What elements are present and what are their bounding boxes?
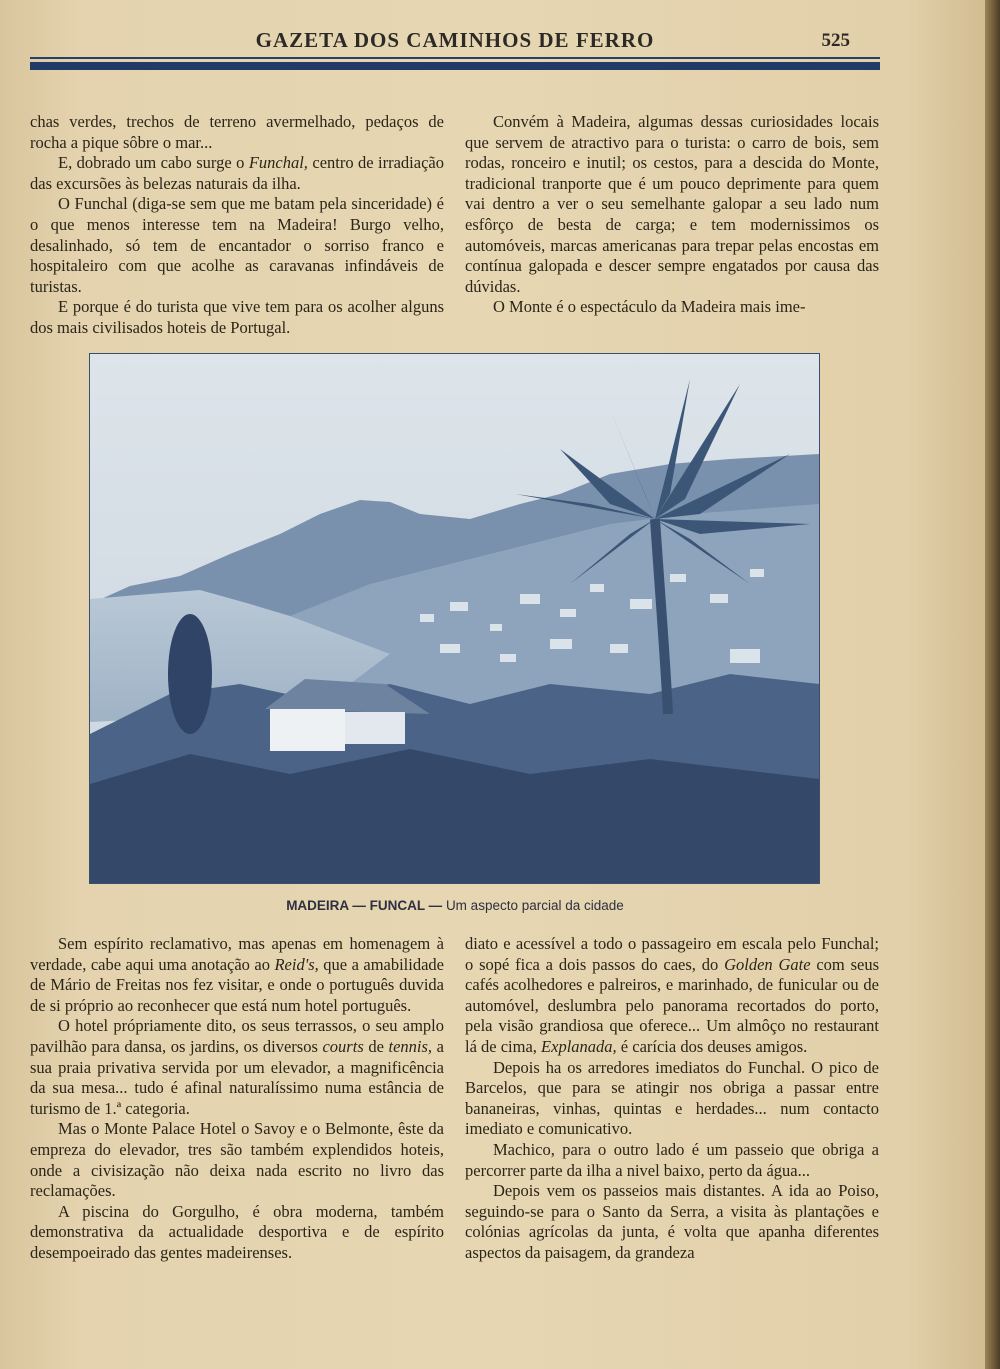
paragraph: Convém à Madeira, algumas dessas curiosidades locais que servem de atractivo para o turista: o carro de bois, sem rodas, ronceiro e inutil; os cestos, para a descida do Monte, tradicional tranporte que é um pouco deprimente para quem vai dentro a ver o seu semelhante galopar a seu lado num esfôrço de besta de carga; e tem modernissimos os automóveis, marcas americanas para trepar pelas encostas em contínua galopada e descer sempre engatados por causa das dúvidas.: [465, 112, 879, 296]
text-run: diato e acessível a todo o passageiro em escala pelo Funchal; o sopé fica a dois passos do caes, do: [465, 934, 879, 974]
text-run: Sem espírito reclamativo, mas apenas em homenagem à verdade, cabe aqui uma anotação ao: [30, 934, 444, 974]
header-rule-thick: [30, 62, 880, 70]
paragraph: [30, 153, 444, 194]
photo-image: [90, 354, 819, 883]
emphasis: Golden Gate: [724, 954, 811, 974]
emphasis: courts: [322, 1036, 364, 1056]
emphasis: Reid's,: [274, 954, 319, 974]
paragraph: [30, 1016, 444, 1119]
photo-caption: [30, 898, 880, 913]
paragraph: Mas o Monte Palace Hotel o Savoy e o Belmonte, êste da empreza do elevador, tres são também explendidos hoteis, onde a civisização não deixa nada escrito no livro das reclamações.: [30, 1119, 444, 1201]
caption-description: Um aspecto parcial da cidade: [445, 898, 624, 913]
paragraph: Machico, para o outro lado é um passeio que obriga a percorrer parte da ilha a nivel baixo, perto da água...: [465, 1139, 879, 1180]
page-header: [30, 26, 880, 56]
paragraph: [30, 934, 444, 1016]
text-run: que a amabilidade de Mário de Freitas nos fez visitar, e onde o português duvida de si próprio ao reconhecer que está num hotel português.: [30, 954, 445, 1015]
text-run: centro de irradiação das excursões às belezas naturais da ilha.: [30, 153, 444, 193]
binding-edge: [985, 0, 1000, 1369]
text-run: O hotel própriamente dito, os seus terrassos, o seu amplo pavilhão para dansa, os jardins, os diversos: [30, 1016, 444, 1056]
emphasis: tennis,: [388, 1036, 433, 1056]
column-bottom-right: [465, 934, 879, 1264]
paragraph: chas verdes, trechos de terreno avermelhado, pedaços de rocha a pique sôbre o mar...: [30, 112, 444, 152]
paragraph: [465, 934, 879, 1058]
running-title: GAZETA DOS CAMINHOS DE FERRO: [255, 28, 655, 52]
paragraph: E porque é do turista que vive tem para os acolher alguns dos mais civilisados hoteis de Portugal.: [30, 297, 444, 337]
page-number: 525: [821, 30, 850, 51]
paragraph: O Monte é o espectáculo da Madeira mais ime-: [493, 297, 806, 317]
paragraph: Depois ha os arredores imediatos do Funchal. O pico de Barcelos, que para se atingir nos obriga a passar entre bananeiras, vinhas, quintas e herdades... num contacto imediato e comunicativo.: [465, 1057, 879, 1139]
text-run: é carícia dos deuses amigos.: [616, 1036, 808, 1056]
emphasis: Funchal,: [248, 153, 308, 173]
column-bottom-left: [30, 934, 444, 1264]
caption-location: MADEIRA — FUNCAL —: [286, 898, 446, 913]
emphasis: Explanada,: [541, 1036, 617, 1056]
text-run: de: [363, 1036, 389, 1056]
column-top-right: [465, 112, 879, 318]
funchal-photograph: [89, 353, 820, 884]
text-run: com seus cafés acolhedores e palreiros, e marinhado, de funicular ou de automóvel, deslumbra pelo panorama recortados do porto, pela visão grandiosa que oferece... Um almôço no restaurant lá de cima,: [465, 954, 879, 1056]
text-run: a sua praia privativa servida por um elevador, a magnificência da sua mesa... tudo é afinal naturalíssimo numa estância de turismo de 1.ª categoria.: [30, 1036, 444, 1118]
paragraph: A piscina do Gorgulho, é obra moderna, também demonstrativa da actualidade desportiva e de espírito desempoeirado das gentes madeirenses.: [30, 1201, 444, 1262]
column-top-left: [30, 112, 444, 339]
paragraph: Depois vem os passeios mais distantes. A ida ao Poiso, seguindo-se para o Santo da Serra, a visita às plantações e colónias agrícolas da junta, é volta que apanha diferentes aspectos da paisagem, da grandeza: [465, 1181, 879, 1262]
text-run: E, dobrado um cabo surge o: [58, 153, 249, 173]
header-rule-thin: [30, 57, 880, 59]
paragraph: O Funchal (diga-se sem que me batam pela sinceridade) é o que menos interesse tem na Madeira! Burgo velho, desalinhado, só tem de encantador o sorriso franco e hospitaleiro com que acolhe as caravanas infindáveis de turistas.: [30, 194, 444, 296]
